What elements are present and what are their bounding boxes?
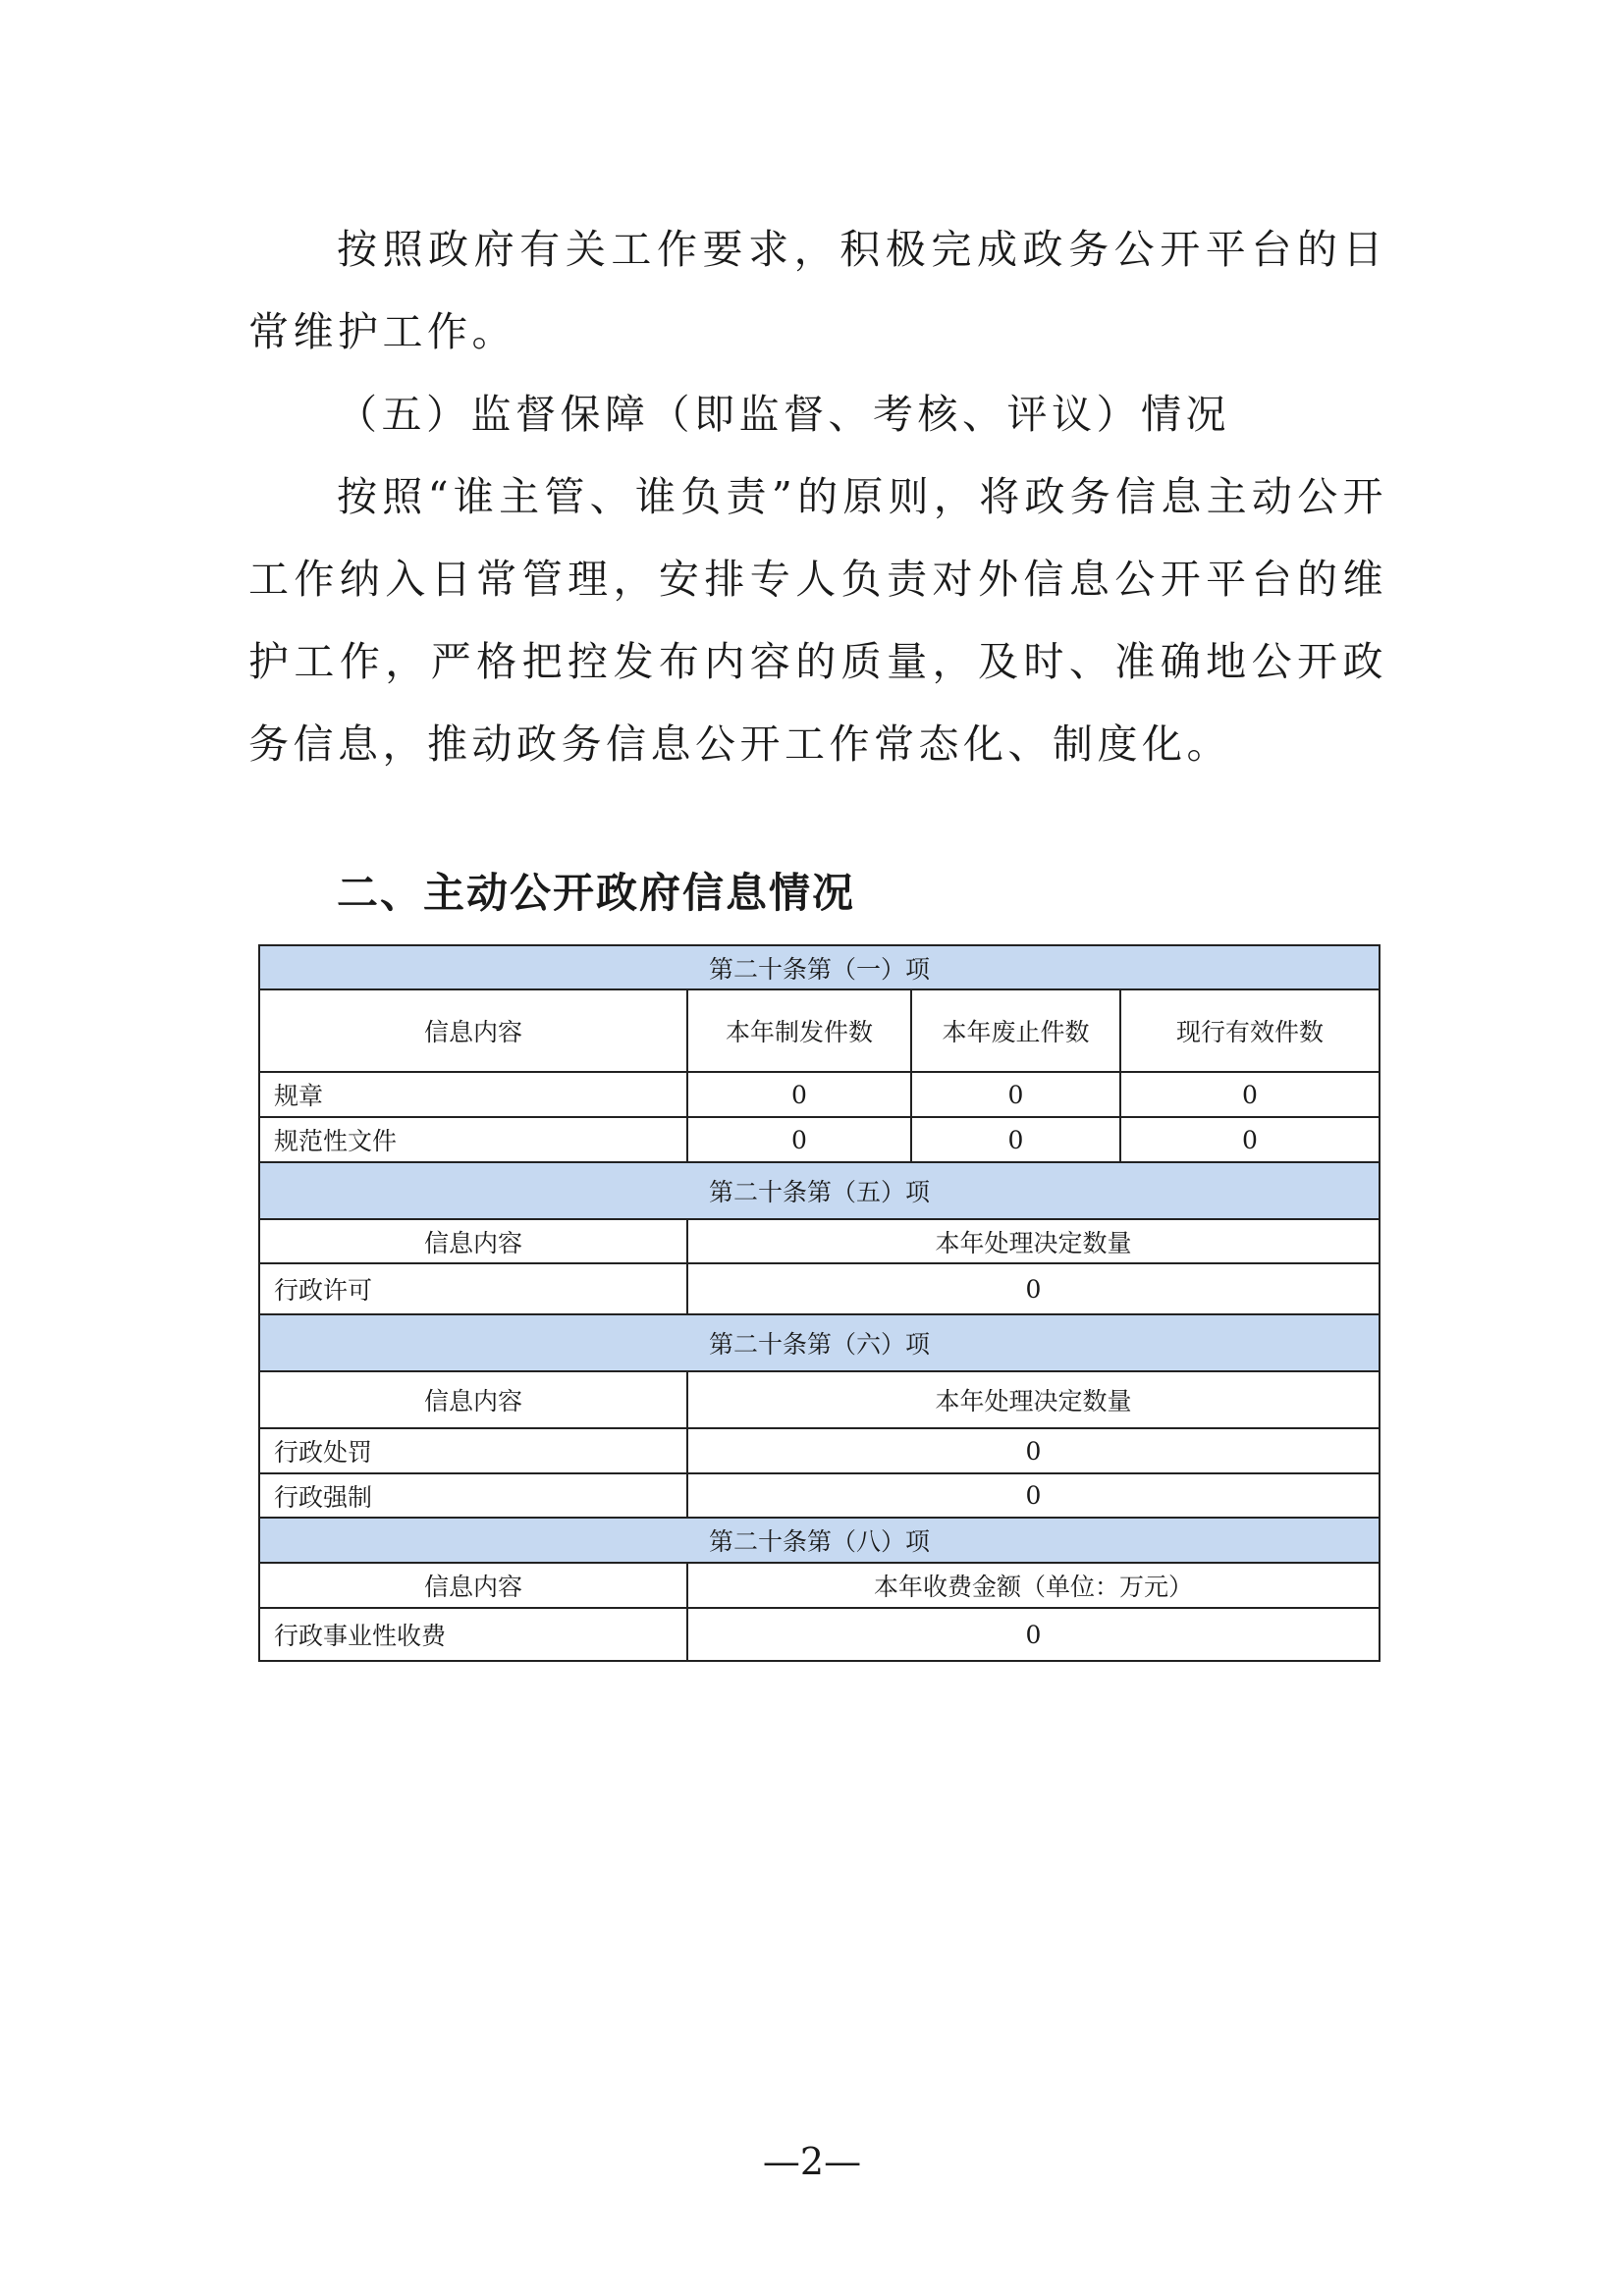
- row-label: 行政事业性收费: [259, 1608, 687, 1661]
- row-label: 行政强制: [259, 1473, 687, 1518]
- section-title: 第二十条第（五）项: [259, 1162, 1380, 1219]
- cell-value: 0: [687, 1072, 911, 1117]
- column-header-row: [259, 1219, 1380, 1263]
- column-header: 现行有效件数: [1120, 989, 1380, 1072]
- section-header-row: [259, 1518, 1380, 1563]
- table-row: [259, 1117, 1380, 1162]
- column-header: 本年废止件数: [911, 989, 1120, 1072]
- section-header-row: [259, 945, 1380, 989]
- table-row: [259, 1428, 1380, 1473]
- paragraph-maintenance: 按照政府有关工作要求，积极完成政务公开平台的日常维护工作。: [248, 226, 1387, 355]
- subheading-supervision: （五）监督保障（即监督、考核、评议）情况: [337, 391, 1230, 438]
- page-number: —2—: [762, 2140, 862, 2183]
- column-header: 信息内容: [259, 1563, 687, 1608]
- section-title: 第二十条第（六）项: [259, 1314, 1380, 1371]
- row-label: 行政处罚: [259, 1428, 687, 1473]
- column-header: 信息内容: [259, 1219, 687, 1263]
- cell-value: 0: [687, 1473, 1380, 1518]
- table-row: [259, 1608, 1380, 1661]
- cell-value: 0: [687, 1263, 1380, 1314]
- section-title: 第二十条第（一）项: [259, 945, 1380, 989]
- column-header-row: [259, 989, 1380, 1072]
- cell-value: 0: [911, 1117, 1120, 1162]
- row-label: 规章: [259, 1072, 687, 1117]
- cell-value: 0: [687, 1608, 1380, 1661]
- column-header: 本年处理决定数量: [687, 1371, 1380, 1428]
- cell-value: 0: [911, 1072, 1120, 1117]
- table-row: [259, 1473, 1380, 1518]
- cell-value: 0: [687, 1428, 1380, 1473]
- column-header-row: [259, 1563, 1380, 1608]
- table-row: [259, 1072, 1380, 1117]
- disclosure-table: [258, 944, 1380, 1662]
- column-header: 本年收费金额（单位：万元）: [687, 1563, 1380, 1608]
- row-label: 行政许可: [259, 1263, 687, 1314]
- table-row: [259, 1263, 1380, 1314]
- section-header-row: [259, 1162, 1380, 1219]
- section-header-row: [259, 1314, 1380, 1371]
- cell-value: 0: [1120, 1072, 1380, 1117]
- column-header: 本年制发件数: [687, 989, 911, 1072]
- section-heading: 二、主动公开政府信息情况: [337, 869, 856, 917]
- cell-value: 0: [1120, 1117, 1380, 1162]
- column-header: 本年处理决定数量: [687, 1219, 1380, 1263]
- column-header: 信息内容: [259, 1371, 687, 1428]
- section-title: 第二十条第（八）项: [259, 1518, 1380, 1563]
- column-header-row: [259, 1371, 1380, 1428]
- paragraph-supervision: 按照“谁主管、谁负责”的原则，将政务信息主动公开工作纳入日常管理，安排专人负责对外信息公开平台的维护工作，严格把控发布内容的质量，及时、准确地公开政务信息，推动政务信息公开工作常态化、制度化。: [248, 473, 1387, 768]
- column-header: 信息内容: [259, 989, 687, 1072]
- cell-value: 0: [687, 1117, 911, 1162]
- row-label: 规范性文件: [259, 1117, 687, 1162]
